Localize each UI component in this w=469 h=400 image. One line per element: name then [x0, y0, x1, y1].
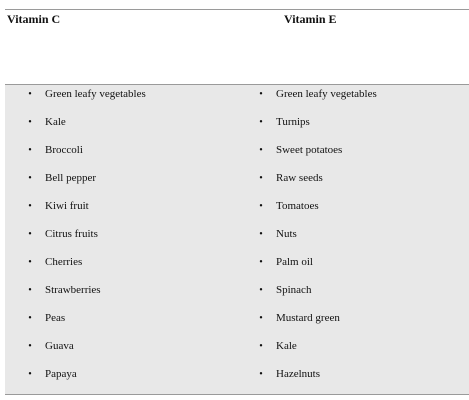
bullet-icon: • — [259, 117, 263, 128]
list-item-text: Guava — [45, 340, 74, 352]
list-item-text: Peas — [45, 312, 66, 324]
bullet-icon: • — [259, 89, 263, 100]
list-item-text: Sweet potatoes — [276, 144, 343, 156]
list-item-text: Broccoli — [45, 144, 83, 156]
list-item-text: Kale — [276, 340, 297, 352]
list-item-text: Mustard green — [276, 312, 340, 324]
list-item-text: Hazelnuts — [276, 368, 320, 380]
list-item-text: Tomatoes — [276, 200, 319, 212]
bullet-icon: • — [259, 201, 263, 212]
bullet-icon: • — [259, 313, 263, 324]
bullet-icon: • — [28, 313, 32, 324]
list-item-text: Green leafy vegetables — [276, 88, 377, 100]
bullet-icon: • — [28, 369, 32, 380]
list-item-text: Spinach — [276, 284, 312, 296]
list-item-text: Raw seeds — [276, 172, 323, 184]
list-item-text: Nuts — [276, 228, 297, 240]
bullet-icon: • — [259, 341, 263, 352]
bullet-icon: • — [259, 229, 263, 240]
bullet-icon: • — [28, 89, 32, 100]
bullet-icon: • — [28, 285, 32, 296]
list-item-text: Turnips — [276, 116, 310, 128]
list-item-text: Papaya — [45, 368, 77, 380]
bullet-icon: • — [259, 173, 263, 184]
bullet-icon: • — [28, 229, 32, 240]
bullet-icon: • — [28, 117, 32, 128]
table-bottom-rule — [5, 394, 469, 395]
bullet-icon: • — [259, 369, 263, 380]
bullet-icon: • — [28, 173, 32, 184]
list-item-text: Kiwi fruit — [45, 200, 89, 212]
list-item-text: Cherries — [45, 256, 83, 268]
list-item-text: Bell pepper — [45, 172, 97, 184]
table-top-rule — [5, 9, 469, 10]
bullet-icon: • — [28, 341, 32, 352]
bullet-icon: • — [28, 201, 32, 212]
bullet-icon: • — [259, 257, 263, 268]
bullet-icon: • — [259, 285, 263, 296]
list-item-text: Green leafy vegetables — [45, 88, 146, 100]
list-item-text: Strawberries — [45, 284, 101, 296]
list-item-text: Palm oil — [276, 256, 313, 268]
list-item-text: Citrus fruits — [45, 228, 98, 240]
list-item-text: Kale — [45, 116, 66, 128]
bullet-icon: • — [28, 257, 32, 268]
column-header-vitamin-e: Vitamin E — [284, 12, 337, 26]
bullet-icon: • — [259, 145, 263, 156]
column-header-vitamin-c: Vitamin C — [7, 12, 61, 26]
bullet-icon: • — [28, 145, 32, 156]
